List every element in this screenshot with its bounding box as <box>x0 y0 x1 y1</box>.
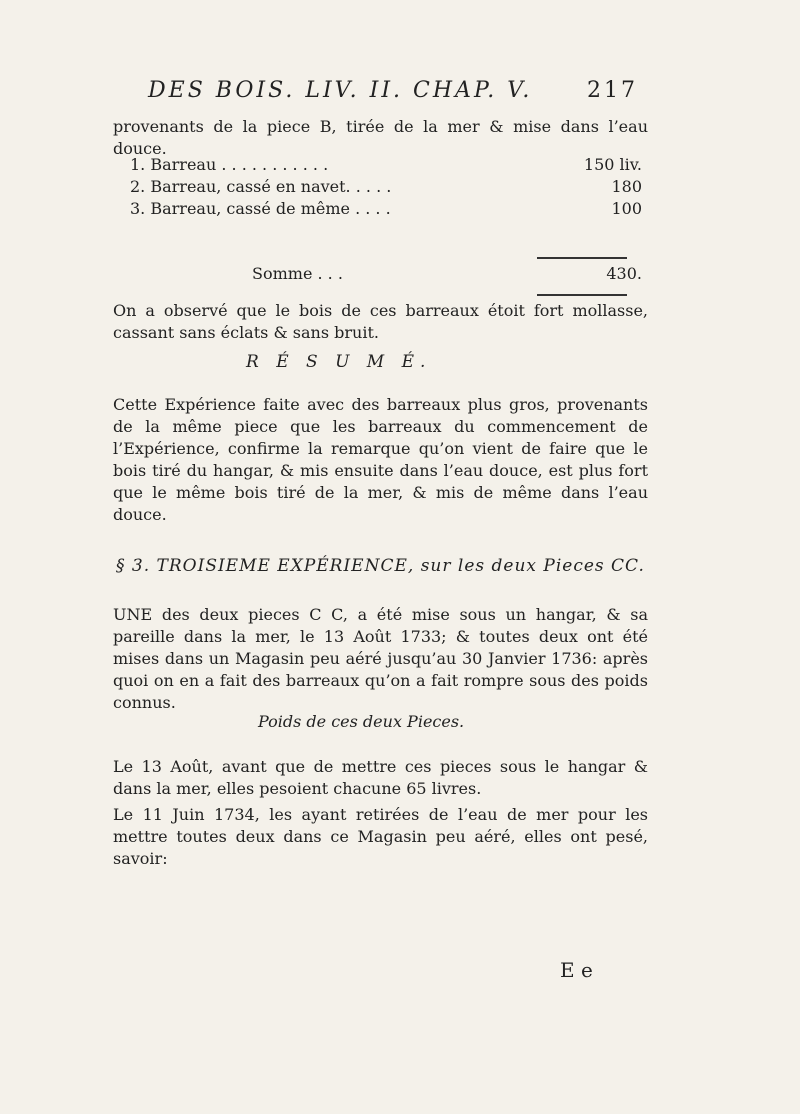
item-label: 3. Barreau, cassé de même . . . . <box>130 199 391 218</box>
item-label: 2. Barreau, cassé en navet. . . . . <box>130 177 392 196</box>
sum-value: 430. <box>606 264 642 283</box>
item-value: 100 <box>611 199 642 218</box>
resume-paragraph: Cette Expérience faite avec des barreaux plus gros, provenants de la même piece que les barreaux du commencement de l’Expérience, confirme la remarque qu’on vient de faire que le bois tiré du hangar, & mis ensuite dans l’eau douce, est plus fort que le même bois tiré de la mer, & mis de même dans l’eau douce. <box>113 395 648 524</box>
list-item <box>130 198 650 220</box>
weights-list <box>130 96 650 218</box>
weights-subheading: Poids de ces deux Pieces. <box>258 712 465 731</box>
item-value: 150 liv. <box>583 155 642 174</box>
header-title: DES BOIS. LIV. II. CHAP. V. <box>148 78 533 103</box>
list-item <box>130 176 650 198</box>
sum-rule-top <box>537 257 627 259</box>
intro-paragraph: provenants de la piece B, tirée de la mer & mise dans l’eau douce. <box>113 117 648 158</box>
weights-paragraph-2: Le 11 Juin 1734, les ayant retirées de l’eau de mer pour les mettre toutes deux dans ce Magasin peu aéré, elles ont pesé, savoir: <box>113 805 648 868</box>
observation-paragraph: On a observé que le bois de ces barreaux étoit fort mollasse, cassant sans éclats & sans bruit. <box>113 301 648 342</box>
catchword: E e <box>560 958 593 982</box>
item-label: 1. Barreau . . . . . . . . . . . <box>130 155 329 174</box>
weights-paragraph-1: Le 13 Août, avant que de mettre ces pieces sous le hangar & dans la mer, elles pesoient chacune 65 livres. <box>113 757 648 798</box>
sum-rule-bottom <box>537 294 627 296</box>
list-item <box>130 154 650 176</box>
section-heading: § 3. TROISIEME EXPÉRIENCE, sur les deux Pieces CC. <box>116 556 645 576</box>
sum-label: Somme . . . <box>252 264 343 283</box>
page-number: 217 <box>587 78 638 103</box>
resume-heading: R É S U M É. <box>246 352 432 372</box>
experiment-paragraph: UNE des deux pieces C C, a été mise sous un hangar, & sa pareille dans la mer, le 13 Août 1733; & toutes deux ont été mises dans un Magasin peu aéré jusqu’au 30 Janvier 1736: après quoi on en a fait des barreaux qu’on a fait rompre sous des poids connus. <box>113 605 648 712</box>
item-value: 180 <box>611 177 642 196</box>
